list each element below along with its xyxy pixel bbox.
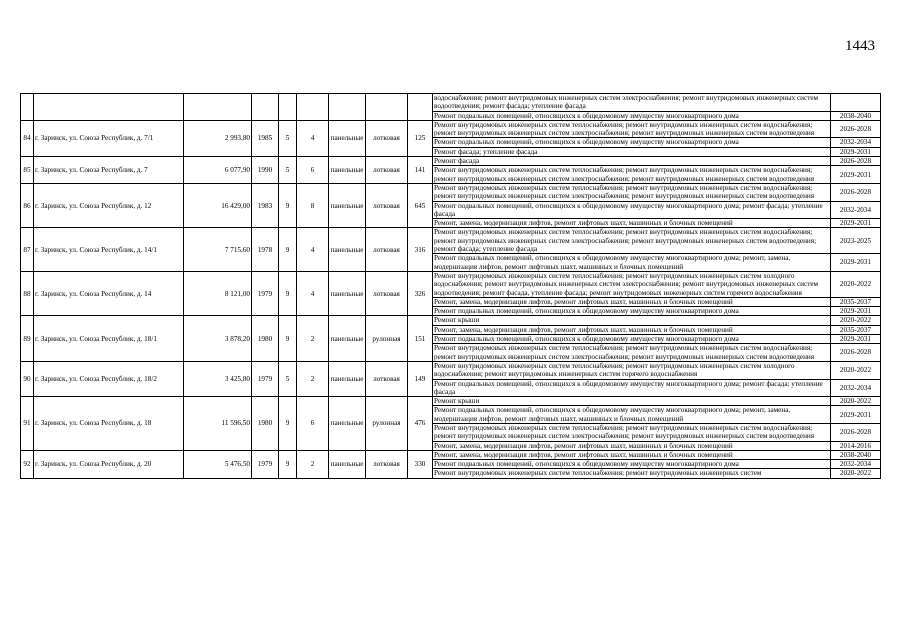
table-row xyxy=(21,94,881,112)
address-cell: г. Заринск, ул. Союза Республик, д. 7/1 xyxy=(34,120,184,156)
years-cell: 2014-2016 xyxy=(831,441,881,450)
years-cell: 2035-2037 xyxy=(831,325,881,334)
empty-cell xyxy=(21,94,34,121)
count-cell: 326 xyxy=(408,271,433,315)
house-number-cell: 86 xyxy=(21,183,34,227)
years-cell: 2029-2031 xyxy=(831,406,881,424)
table-row xyxy=(21,397,881,406)
floors-cell: 9 xyxy=(279,271,297,315)
years-cell: 2029-2031 xyxy=(831,166,881,184)
work-cell: Ремонт внутридомовых инженерных систем теплоснабжения; ремонт внутридомовых инженерных систем xyxy=(433,469,831,478)
years-cell: 2020-2022 xyxy=(831,361,881,379)
roof-type-cell: лотковая xyxy=(366,450,408,478)
table-row xyxy=(21,183,881,201)
floors-cell: 9 xyxy=(279,183,297,227)
wall-material-cell: панельные xyxy=(329,271,366,315)
address-cell: г. Заринск, ул. Союза Республик, д. 18/2 xyxy=(34,361,184,396)
years-cell: 2026-2028 xyxy=(831,183,881,201)
area-cell: 16 429,00 xyxy=(184,183,252,227)
entrances-cell: 4 xyxy=(297,271,329,315)
built-year-cell: 1979 xyxy=(252,271,279,315)
floors-cell: 9 xyxy=(279,316,297,361)
empty-cell xyxy=(366,94,408,121)
built-year-cell: 1985 xyxy=(252,120,279,156)
floors-cell: 9 xyxy=(279,450,297,478)
built-year-cell: 1978 xyxy=(252,228,279,271)
wall-material-cell: панельные xyxy=(329,157,366,184)
years-cell: 2029-2031 xyxy=(831,335,881,344)
years-cell xyxy=(831,94,881,112)
work-cell: Ремонт подвальных помещений, относящихся к общедомовому имуществу многоквартирного дома xyxy=(433,307,831,316)
work-cell: Ремонт, замена, модернизация лифтов, ремонт лифтовых шахт, машинных и блочных помещений xyxy=(433,450,831,459)
wall-material-cell: панельные xyxy=(329,361,366,396)
years-cell: 2020-2022 xyxy=(831,469,881,478)
work-cell: Ремонт подвальных помещений, относящихся к общедомовому имуществу многоквартирного дома; ремонт, замена, модернизация лифтов, ремонт лифтовых шахт, машинных и блочных помещений xyxy=(433,254,831,272)
work-cell: Ремонт, замена, модернизация лифтов, ремонт лифтовых шахт, машинных и блочных помещений xyxy=(433,297,831,306)
floors-cell: 5 xyxy=(279,361,297,396)
entrances-cell: 6 xyxy=(297,157,329,184)
count-cell: 316 xyxy=(408,228,433,271)
house-number-cell: 87 xyxy=(21,228,34,271)
entrances-cell: 2 xyxy=(297,450,329,478)
table-body xyxy=(21,94,881,479)
entrances-cell: 4 xyxy=(297,120,329,156)
entrances-cell: 8 xyxy=(297,183,329,227)
house-number-cell: 88 xyxy=(21,271,34,315)
entrances-cell: 2 xyxy=(297,316,329,361)
years-cell: 2026-2028 xyxy=(831,344,881,362)
work-cell: Ремонт, замена, модернизация лифтов, ремонт лифтовых шахт, машинных и блочных помещений xyxy=(433,325,831,334)
house-number-cell: 92 xyxy=(21,450,34,478)
work-cell: Ремонт, замена, модернизация лифтов, ремонт лифтовых шахт, машинных и блочных помещений xyxy=(433,441,831,450)
years-cell: 2020-2022 xyxy=(831,271,881,297)
address-cell: г. Заринск, ул. Союза Республик, д. 20 xyxy=(34,450,184,478)
entrances-cell: 6 xyxy=(297,397,329,451)
empty-cell xyxy=(252,94,279,121)
empty-cell xyxy=(184,94,252,121)
table-row xyxy=(21,120,881,138)
work-cell: Ремонт подвальных помещений, относящихся к общедомовому имуществу многоквартирного дома; ремонт фасада; утепление фасада xyxy=(433,379,831,397)
table-row xyxy=(21,157,881,166)
roof-type-cell: лотковая xyxy=(366,183,408,227)
empty-cell xyxy=(408,94,433,121)
wall-material-cell: панельные xyxy=(329,450,366,478)
built-year-cell: 1979 xyxy=(252,361,279,396)
work-cell: Ремонт подвальных помещений, относящихся к общедомовому имуществу многоквартирного дома xyxy=(433,335,831,344)
built-year-cell: 1980 xyxy=(252,316,279,361)
work-cell: Ремонт подвальных помещений, относящихся к общедомовому имуществу многоквартирного дома xyxy=(433,138,831,147)
empty-cell xyxy=(297,94,329,121)
work-cell: Ремонт внутридомовых инженерных систем теплоснабжения; ремонт внутридомовых инженерных систем водоснабжения; ремонт внутридомовых инженерных систем электроснабжения; ремонт внутридомовых инженерных систем водоотведения xyxy=(433,423,831,441)
years-cell: 2029-2031 xyxy=(831,254,881,272)
years-cell: 2035-2037 xyxy=(831,297,881,306)
house-number-cell: 89 xyxy=(21,316,34,361)
work-cell: Ремонт подвальных помещений, относящихся к общедомовому имуществу многоквартирного дома xyxy=(433,460,831,469)
built-year-cell: 1983 xyxy=(252,183,279,227)
years-cell: 2038-2040 xyxy=(831,450,881,459)
work-cell: Ремонт подвальных помещений, относящихся к общедомовому имуществу многоквартирного дома; ремонт фасада; утепление фасада xyxy=(433,201,831,219)
years-cell: 2032-2034 xyxy=(831,138,881,147)
house-number-cell: 91 xyxy=(21,397,34,451)
years-cell: 2029-2031 xyxy=(831,307,881,316)
area-cell: 2 993,80 xyxy=(184,120,252,156)
floors-cell: 9 xyxy=(279,397,297,451)
built-year-cell: 1990 xyxy=(252,157,279,184)
work-cell: Ремонт внутридомовых инженерных систем теплоснабжения; ремонт внутридомовых инженерных систем водоснабжения; ремонт внутридомовых инженерных систем электроснабжения; ремонт внутридомовых инженерных систем водоотведения xyxy=(433,120,831,138)
roof-type-cell: лотковая xyxy=(366,228,408,271)
count-cell: 645 xyxy=(408,183,433,227)
wall-material-cell: панельные xyxy=(329,397,366,451)
years-cell: 2029-2031 xyxy=(831,147,881,156)
years-cell: 2023-2025 xyxy=(831,228,881,254)
roof-type-cell: рулонная xyxy=(366,397,408,451)
count-cell: 141 xyxy=(408,157,433,184)
count-cell: 330 xyxy=(408,450,433,478)
roof-type-cell: лотковая xyxy=(366,361,408,396)
work-cell: Ремонт внутридомовых инженерных систем теплоснабжения; ремонт внутридомовых инженерных систем водоснабжения; ремонт внутридомовых инженерных систем электроснабжения; ремонт внутридомовых инженерных систем водоотведения xyxy=(433,344,831,362)
entrances-cell: 4 xyxy=(297,228,329,271)
years-cell: 2032-2034 xyxy=(831,379,881,397)
count-cell: 151 xyxy=(408,316,433,361)
work-cell: Ремонт крыши xyxy=(433,316,831,325)
area-cell: 7 715,60 xyxy=(184,228,252,271)
table-row xyxy=(21,316,881,325)
work-cell: Ремонт внутридомовых инженерных систем теплоснабжения; ремонт внутридомовых инженерных систем холодного водоснабжения; ремонт внутридомовых инженерных систем горячего водоснабжения xyxy=(433,361,831,379)
wall-material-cell: панельные xyxy=(329,228,366,271)
years-cell: 2038-2040 xyxy=(831,111,881,120)
work-cell: водоснабжения; ремонт внутридомовых инженерных систем электроснабжения; ремонт внутридомовых инженерных систем водоотведения; ремонт фасада; утепление фасада xyxy=(433,94,831,112)
empty-cell xyxy=(329,94,366,121)
count-cell: 476 xyxy=(408,397,433,451)
work-cell: Ремонт подвальных помещений, относящихся к общедомовому имуществу многоквартирного дома xyxy=(433,111,831,120)
area-cell: 8 121,00 xyxy=(184,271,252,315)
area-cell: 11 596,50 xyxy=(184,397,252,451)
years-cell: 2032-2034 xyxy=(831,201,881,219)
area-cell: 3 425,80 xyxy=(184,361,252,396)
floors-cell: 5 xyxy=(279,120,297,156)
work-cell: Ремонт фасада; утепление фасада xyxy=(433,147,831,156)
entrances-cell: 2 xyxy=(297,361,329,396)
roof-type-cell: рулонная xyxy=(366,316,408,361)
years-cell: 2026-2028 xyxy=(831,120,881,138)
built-year-cell: 1979 xyxy=(252,450,279,478)
address-cell: г. Заринск, ул. Союза Республик, д. 7 xyxy=(34,157,184,184)
address-cell: г. Заринск, ул. Союза Республик, д. 18/1 xyxy=(34,316,184,361)
floors-cell: 9 xyxy=(279,228,297,271)
house-number-cell: 90 xyxy=(21,361,34,396)
page-number: 1443 xyxy=(845,38,875,54)
years-cell: 2026-2028 xyxy=(831,157,881,166)
housing-repair-table xyxy=(20,93,881,479)
years-cell: 2020-2022 xyxy=(831,397,881,406)
wall-material-cell: панельные xyxy=(329,316,366,361)
table-row xyxy=(21,450,881,459)
address-cell: г. Заринск, ул. Союза Республик, д. 12 xyxy=(34,183,184,227)
address-cell: г. Заринск, ул. Союза Республик, д. 14/1 xyxy=(34,228,184,271)
roof-type-cell: лотковая xyxy=(366,120,408,156)
empty-cell xyxy=(279,94,297,121)
floors-cell: 5 xyxy=(279,157,297,184)
empty-cell xyxy=(34,94,184,121)
work-cell: Ремонт внутридомовых инженерных систем теплоснабжения; ремонт внутридомовых инженерных систем холодного водоснабжения; ремонт внутридомовых инженерных систем электроснабжения; ремонт внутридомовых инженерных систем водоотведения; ремонт фасада, утепление фасада; ремонт внутридомовых инженерных систем горячего водоснабжения xyxy=(433,271,831,297)
roof-type-cell: лотковая xyxy=(366,271,408,315)
house-number-cell: 85 xyxy=(21,157,34,184)
years-cell: 2029-2031 xyxy=(831,219,881,228)
work-cell: Ремонт внутридомовых инженерных систем теплоснабжения; ремонт внутридомовых инженерных систем водоснабжения; ремонт внутридомовых инженерных систем электроснабжения; ремонт внутридомовых инженерных систем водоотведения xyxy=(433,183,831,201)
area-cell: 3 878,20 xyxy=(184,316,252,361)
wall-material-cell: панельные xyxy=(329,183,366,227)
wall-material-cell: панельные xyxy=(329,120,366,156)
roof-type-cell: лотковая xyxy=(366,157,408,184)
count-cell: 125 xyxy=(408,120,433,156)
work-cell: Ремонт фасада xyxy=(433,157,831,166)
table-row xyxy=(21,361,881,379)
house-number-cell: 84 xyxy=(21,120,34,156)
count-cell: 149 xyxy=(408,361,433,396)
work-cell: Ремонт, замена, модернизация лифтов, ремонт лифтовых шахт, машинных и блочных помещений xyxy=(433,219,831,228)
area-cell: 5 476,50 xyxy=(184,450,252,478)
years-cell: 2020-2022 xyxy=(831,316,881,325)
address-cell: г. Заринск, ул. Союза Республик, д. 14 xyxy=(34,271,184,315)
address-cell: г. Заринск, ул. Союза Республик, д. 18 xyxy=(34,397,184,451)
work-cell: Ремонт подвальных помещений, относящихся к общедомовому имуществу многоквартирного дома; ремонт, замена, модернизация лифтов, ремонт лифтовых шахт, машинных и блочных помещений xyxy=(433,406,831,424)
table-row xyxy=(21,228,881,254)
years-cell: 2032-2034 xyxy=(831,460,881,469)
years-cell: 2026-2028 xyxy=(831,423,881,441)
built-year-cell: 1980 xyxy=(252,397,279,451)
area-cell: 6 077,90 xyxy=(184,157,252,184)
work-cell: Ремонт внутридомовых инженерных систем теплоснабжения; ремонт внутридомовых инженерных систем водоснабжения; ремонт внутридомовых инженерных систем электроснабжения; ремонт внутридомовых инженерных систем водоотведения xyxy=(433,166,831,184)
work-cell: Ремонт крыши xyxy=(433,397,831,406)
table-row xyxy=(21,271,881,297)
work-cell: Ремонт внутридомовых инженерных систем теплоснабжения; ремонт внутридомовых инженерных систем водоснабжения; ремонт внутридомовых инженерных систем электроснабжения; ремонт внутридомовых инженерных систем водоотведения; ремонт фасада; утепление фасада xyxy=(433,228,831,254)
